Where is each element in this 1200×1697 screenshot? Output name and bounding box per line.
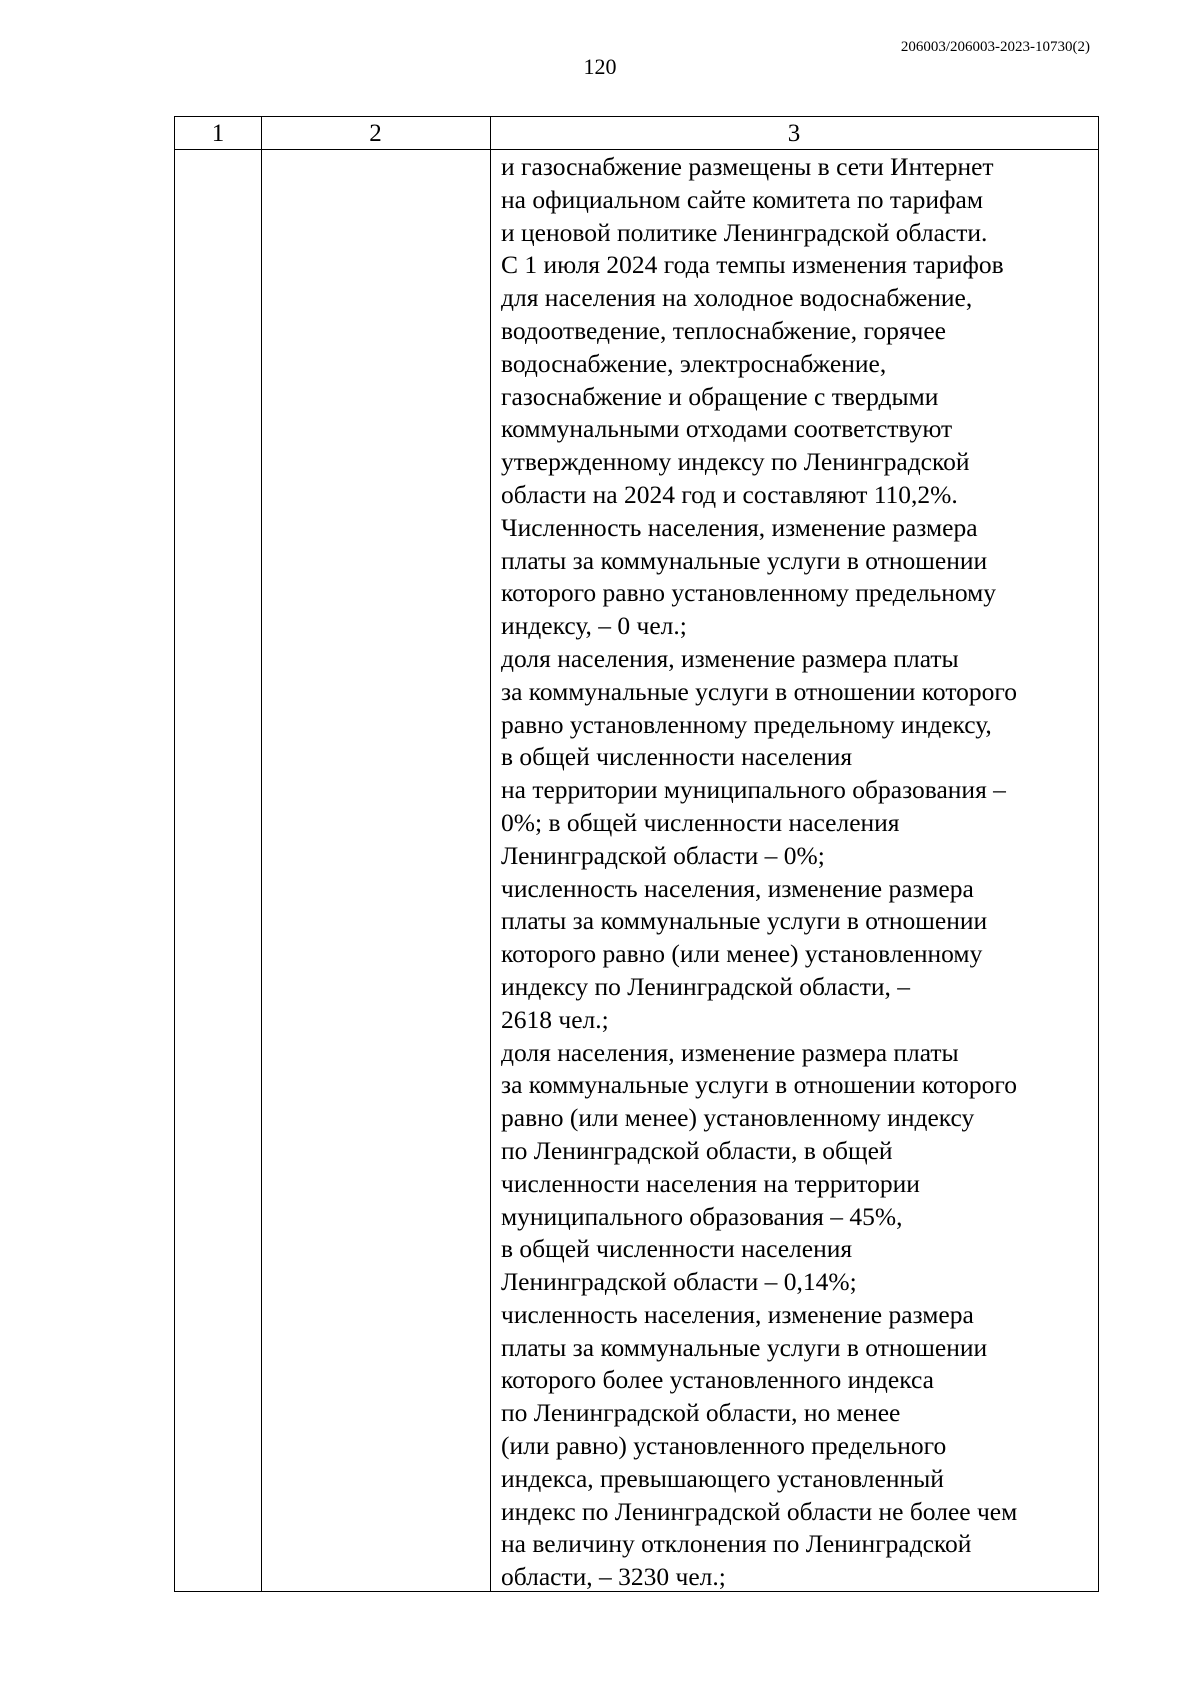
column-header-1: 1 [211, 120, 225, 147]
text-line: платы за коммунальные услуги в отношении [501, 1332, 988, 1362]
page-number: 120 [583, 54, 617, 79]
text-line: по Ленинградской области, но менее [501, 1398, 901, 1428]
text-line: области на 2024 год и составляют 110,2%. [501, 479, 958, 509]
text-line: платы за коммунальные услуги в отношении [501, 906, 988, 936]
text-line: индексу по Ленинградской области, – [501, 971, 911, 1001]
column-divider-1 [261, 117, 262, 1591]
text-line: доля населения, изменение размера платы [501, 1037, 959, 1067]
text-line: муниципального образования – 45%, [501, 1201, 903, 1231]
text-line: газоснабжение и обращение с твердыми [501, 381, 939, 411]
text-line: и газоснабжение размещены в сети Интернет [501, 152, 994, 181]
text-line: равно (или менее) установленному индексу [501, 1103, 975, 1133]
text-line: на официальном сайте комитета по тарифам [501, 184, 983, 214]
text-line: по Ленинградской области, в общей [501, 1135, 893, 1165]
text-line: на территории муниципального образования – [501, 775, 1006, 805]
column-3-text [501, 151, 1093, 1594]
text-line: водоснабжение, электроснабжение, [501, 348, 887, 378]
text-line: индексу, – 0 чел.; [501, 611, 687, 641]
text-line: индекс по Ленинградской области не более чем [501, 1496, 1018, 1526]
text-line: Численность населения, изменение размера [501, 512, 978, 542]
text-line: которого равно (или менее) установленному [501, 939, 983, 969]
text-line: коммунальными отходами соответствуют [501, 414, 953, 444]
text-line: индекса, превышающего установленный [501, 1463, 944, 1493]
content-table [174, 116, 1099, 1592]
text-line: области, – 3230 чел.; [501, 1562, 726, 1592]
text-line: С 1 июля 2024 года темпы изменения тарифов [501, 250, 1004, 280]
text-line: 0%; в общей численности населения [501, 807, 900, 837]
text-line: в общей численности населения [501, 1234, 853, 1264]
text-line: 2618 чел.; [501, 1004, 609, 1034]
text-line: за коммунальные услуги в отношении которого [501, 1070, 1017, 1100]
text-line: на величину отклонения по Ленинградской [501, 1529, 972, 1559]
text-line: (или равно) установленного предельного [501, 1431, 947, 1461]
text-line: для населения на холодное водоснабжение, [501, 283, 973, 313]
column-header-3: 3 [787, 120, 801, 147]
text-line: численность населения, изменение размера [501, 873, 974, 903]
text-line: доля населения, изменение размера платы [501, 643, 959, 673]
text-line: в общей численности населения [501, 742, 853, 772]
text-line: численность населения, изменение размера [501, 1299, 974, 1329]
document-id: 206003/206003-2023-10730(2) [900, 39, 1090, 55]
text-line: платы за коммунальные услуги в отношении [501, 545, 988, 575]
text-line: за коммунальные услуги в отношении которого [501, 676, 1017, 706]
text-line: Ленинградской области – 0,14%; [501, 1267, 857, 1297]
header-row-divider [175, 149, 1098, 150]
text-line: равно установленному предельному индексу, [501, 709, 992, 739]
text-line: утвержденному индексу по Ленинградской [501, 447, 970, 477]
text-line: которого более установленного индекса [501, 1365, 934, 1395]
text-line: которого равно установленному предельному [501, 578, 997, 608]
text-line: численности населения на территории [501, 1168, 920, 1198]
text-line: водоотведение, теплоснабжение, горячее [501, 315, 947, 345]
column-header-2: 2 [369, 120, 382, 147]
text-line: и ценовой политике Ленинградской области. [501, 217, 988, 247]
column-divider-2 [490, 117, 491, 1591]
text-line: Ленинградской области – 0%; [501, 840, 825, 870]
